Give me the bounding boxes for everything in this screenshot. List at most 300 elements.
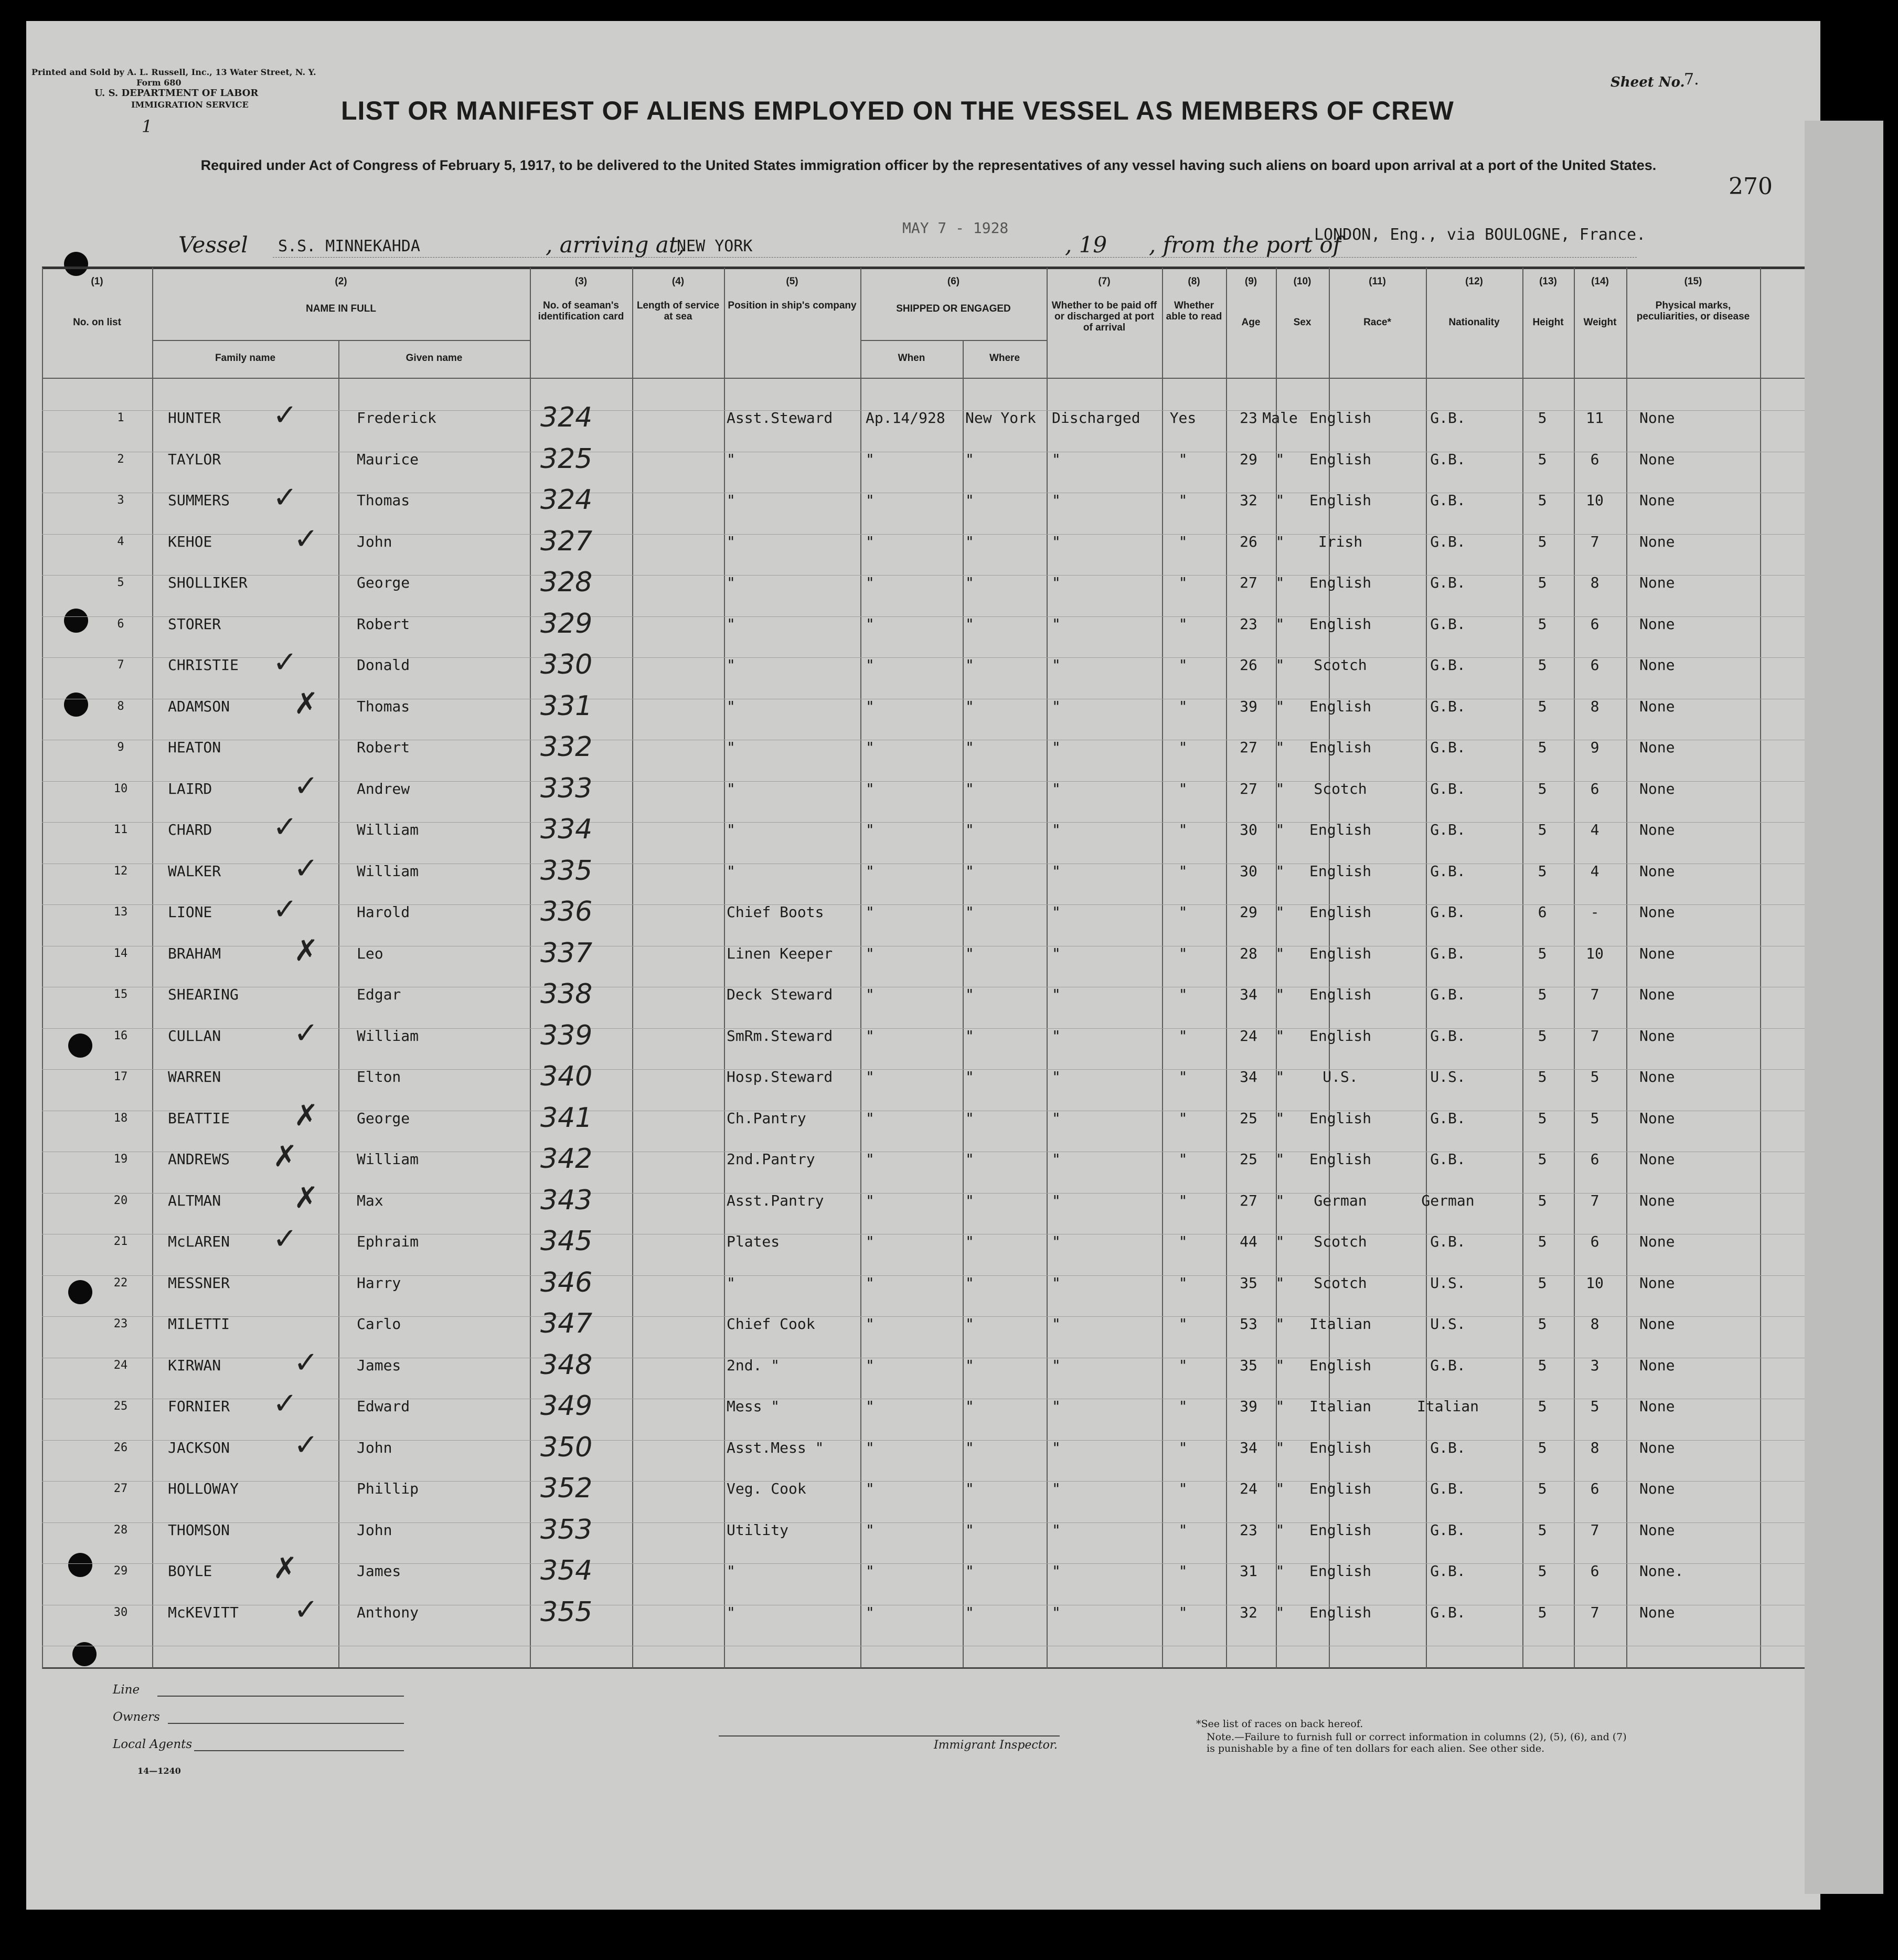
cell-sex: ": [1275, 821, 1285, 838]
cell-card: 331: [540, 690, 593, 722]
cell-race: English: [1309, 1604, 1371, 1621]
cell-read: ": [1178, 1151, 1188, 1168]
cell-paid: ": [1052, 1480, 1061, 1497]
printer-line: Printed and Sold by A. L. Russell, Inc., 13 Water Street, N. Y.: [31, 67, 316, 77]
binder-hole: [64, 252, 88, 276]
cell-where: ": [965, 1233, 974, 1250]
header-bottom-rule: [42, 378, 1805, 379]
cell-family: FORNIER: [168, 1398, 230, 1415]
check-mark: ✓: [294, 522, 318, 556]
cell-paid: ": [1052, 1192, 1061, 1209]
cell-family: SUMMERS: [168, 492, 230, 509]
cell-no: 28: [113, 1524, 128, 1537]
column-header: Whether to be paid off or discharged at port of arrival: [1051, 300, 1157, 333]
cell-given: Edgar: [357, 986, 401, 1003]
cell-position: SmRm.Steward: [727, 1027, 833, 1045]
cell-sex: ": [1275, 1398, 1285, 1415]
cell-where: ": [965, 698, 974, 715]
cell-given: Anthony: [357, 1604, 419, 1621]
cell-no: 27: [113, 1482, 128, 1495]
cell-weight: 7: [1590, 533, 1600, 550]
cell-family: SHEARING: [168, 986, 239, 1003]
cell-no: 19: [113, 1153, 128, 1166]
cell-no: 18: [113, 1112, 128, 1125]
column-divider: [1426, 268, 1427, 1668]
cell-given: Max: [357, 1192, 383, 1209]
form-number: Form 680: [136, 78, 182, 88]
cell-position: Deck Steward: [727, 986, 833, 1003]
cell-position: Linen Keeper: [727, 945, 833, 962]
cell-age: 32: [1240, 1604, 1257, 1621]
cell-family: KEHOE: [168, 533, 212, 550]
cell-nat: G.B.: [1430, 1521, 1466, 1539]
cell-marks: None: [1639, 1480, 1675, 1497]
column-number: (11): [1369, 276, 1386, 287]
cell-race: English: [1309, 1439, 1371, 1456]
cell-family: BOYLE: [168, 1562, 212, 1580]
cell-family: CULLAN: [168, 1027, 221, 1045]
cell-age: 35: [1240, 1357, 1257, 1374]
cell-weight: 8: [1590, 1439, 1600, 1456]
cell-when: Ap.14/928: [866, 409, 945, 427]
cell-sex: ": [1275, 698, 1285, 715]
cell-marks: None: [1639, 409, 1675, 427]
cell-marks: None: [1639, 574, 1675, 591]
cell-no: 3: [117, 494, 124, 507]
cell-sex: ": [1275, 1027, 1285, 1045]
cell-card: 334: [540, 814, 593, 845]
cell-no: 11: [113, 823, 128, 836]
cell-sex: ": [1275, 615, 1285, 633]
cell-family: ADAMSON: [168, 698, 230, 715]
cell-age: 27: [1240, 574, 1257, 591]
cell-height: 5: [1538, 1562, 1547, 1580]
cell-when: ": [866, 698, 875, 715]
column-header: SHIPPED OR ENGAGED: [896, 303, 1011, 314]
binder-hole: [64, 693, 88, 717]
cell-card: 337: [540, 938, 593, 969]
check-mark: ✗: [294, 934, 318, 968]
cell-weight: 4: [1590, 862, 1600, 880]
inspector-signature-line[interactable]: [719, 1735, 1060, 1737]
cell-where: ": [965, 1439, 974, 1456]
cell-nat: Italian: [1416, 1398, 1479, 1415]
cell-weight: 10: [1586, 492, 1604, 509]
column-divider: [632, 268, 633, 1668]
cell-family: ANDREWS: [168, 1151, 230, 1168]
cell-marks: None: [1639, 945, 1675, 962]
cell-card: 348: [540, 1349, 593, 1381]
cell-height: 5: [1538, 1398, 1547, 1415]
cell-age: 35: [1240, 1274, 1257, 1292]
page-subtitle: Required under Act of Congress of February 5, 1917, to be delivered to the United States immigration officer by the representatives of any vessel having such aliens on board upon arrival at a port of the United States.: [200, 157, 1657, 173]
sheet-number: 7.: [1684, 70, 1699, 89]
cell-given: Thomas: [357, 492, 410, 509]
cell-read: Yes: [1169, 409, 1197, 427]
cell-height: 5: [1538, 1233, 1547, 1250]
date-stamp: MAY 7 - 1928: [902, 219, 1009, 237]
cell-age: 29: [1240, 903, 1257, 921]
cell-when: ": [866, 1068, 875, 1085]
cell-marks: None: [1639, 862, 1675, 880]
cell-position: ": [727, 1604, 735, 1621]
cell-race: English: [1309, 1027, 1371, 1045]
cell-read: ": [1178, 533, 1188, 550]
cell-given: Harold: [357, 903, 410, 921]
column-header: Sex: [1293, 317, 1311, 328]
cell-read: ": [1178, 1521, 1188, 1539]
cell-marks: None: [1639, 1357, 1675, 1374]
cell-nat: G.B.: [1430, 615, 1466, 633]
cell-no: 1: [117, 411, 124, 424]
cell-height: 5: [1538, 409, 1547, 427]
cell-race: English: [1309, 821, 1371, 838]
cell-nat: G.B.: [1430, 780, 1466, 797]
cell-where: ": [965, 1480, 974, 1497]
cell-weight: 6: [1590, 451, 1600, 468]
sheet-label: Sheet No.: [1611, 74, 1685, 90]
cell-race: English: [1309, 903, 1371, 921]
column-divider: [724, 268, 725, 1668]
cell-position: ": [727, 615, 735, 633]
cell-nat: U.S.: [1430, 1274, 1466, 1292]
cell-weight: 10: [1586, 1274, 1604, 1292]
cell-marks: None: [1639, 1604, 1675, 1621]
cell-where: ": [965, 533, 974, 550]
cell-card: 327: [540, 526, 593, 557]
cell-when: ": [866, 533, 875, 550]
cell-position: Plates: [727, 1233, 780, 1250]
cell-position: Chief Cook: [727, 1315, 815, 1333]
cell-paid: ": [1052, 533, 1061, 550]
cell-given: Edward: [357, 1398, 410, 1415]
corner-mark: 1: [142, 116, 153, 136]
cell-position: ": [727, 862, 735, 880]
cell-height: 5: [1538, 1068, 1547, 1085]
cell-given: William: [357, 1151, 419, 1168]
cell-age: 27: [1240, 780, 1257, 797]
cell-no: 24: [113, 1359, 128, 1372]
column-header: Position in ship's company: [728, 300, 857, 311]
cell-when: ": [866, 1110, 875, 1127]
cell-race: English: [1309, 862, 1371, 880]
cell-where: ": [965, 1398, 974, 1415]
cell-where: ": [965, 492, 974, 509]
cell-age: 27: [1240, 1192, 1257, 1209]
cell-no: 9: [117, 741, 124, 754]
cell-when: ": [866, 945, 875, 962]
cell-no: 14: [113, 947, 128, 960]
cell-race: Italian: [1309, 1315, 1371, 1333]
cell-age: 24: [1240, 1027, 1257, 1045]
cell-read: ": [1178, 903, 1188, 921]
cell-height: 5: [1538, 821, 1547, 838]
cell-marks: None: [1639, 656, 1675, 674]
underlying-page-edge: [1805, 121, 1883, 1894]
cell-card: 353: [540, 1514, 593, 1546]
cell-race: Scotch: [1314, 1274, 1367, 1292]
cell-card: 329: [540, 608, 593, 640]
cell-nat: G.B.: [1430, 945, 1466, 962]
cell-marks: None: [1639, 492, 1675, 509]
cell-nat: G.B.: [1430, 903, 1466, 921]
check-mark: ✗: [273, 1139, 297, 1174]
cell-height: 5: [1538, 1604, 1547, 1621]
cell-card: 335: [540, 855, 593, 887]
cell-weight: 8: [1590, 698, 1600, 715]
cell-nat: G.B.: [1430, 1027, 1466, 1045]
cell-given: William: [357, 821, 419, 838]
cell-weight: 6: [1590, 615, 1600, 633]
table-top-rule: [42, 267, 1805, 269]
cell-weight: 10: [1586, 945, 1604, 962]
cell-weight: 7: [1590, 1521, 1600, 1539]
cell-card: 333: [540, 773, 593, 804]
cell-nat: G.B.: [1430, 986, 1466, 1003]
cell-card: 352: [540, 1473, 593, 1504]
cell-read: ": [1178, 1110, 1188, 1127]
cell-position: ": [727, 656, 735, 674]
owners-field[interactable]: [168, 1723, 404, 1724]
cell-sex: ": [1275, 1315, 1285, 1333]
cell-nat: G.B.: [1430, 451, 1466, 468]
cell-where: ": [965, 656, 974, 674]
cell-paid: ": [1052, 451, 1061, 468]
line-field[interactable]: [157, 1696, 404, 1697]
binder-hole: [68, 1280, 92, 1304]
column-header: NAME IN FULL: [305, 303, 377, 314]
cell-read: ": [1178, 945, 1188, 962]
cell-height: 5: [1538, 945, 1547, 962]
service-name: IMMIGRATION SERVICE: [131, 100, 249, 110]
cell-family: McKEVITT: [168, 1604, 239, 1621]
cell-read: ": [1178, 451, 1188, 468]
column-divider: [152, 268, 153, 1668]
cell-race: Italian: [1309, 1398, 1371, 1415]
cell-weight: 5: [1590, 1068, 1600, 1085]
cell-given: Andrew: [357, 780, 410, 797]
cell-card: 338: [540, 978, 593, 1010]
cell-nat: G.B.: [1430, 1357, 1466, 1374]
binder-hole: [68, 1553, 92, 1577]
cell-paid: ": [1052, 862, 1061, 880]
column-header: No. on list: [73, 317, 121, 328]
cell-marks: None: [1639, 986, 1675, 1003]
cell-when: ": [866, 1439, 875, 1456]
cell-race: Scotch: [1314, 780, 1367, 797]
cell-read: ": [1178, 1480, 1188, 1497]
cell-weight: 8: [1590, 1315, 1600, 1333]
department-name: U. S. DEPARTMENT OF LABOR: [94, 88, 259, 99]
cell-read: ": [1178, 1439, 1188, 1456]
cell-given: George: [357, 1110, 410, 1127]
cell-age: 26: [1240, 656, 1257, 674]
column-divider: [1522, 268, 1523, 1668]
cell-age: 34: [1240, 1068, 1257, 1085]
cell-sex: ": [1275, 1233, 1285, 1250]
cell-marks: None: [1639, 1521, 1675, 1539]
cell-weight: 6: [1590, 1480, 1600, 1497]
cell-read: ": [1178, 1357, 1188, 1374]
cell-where: New York: [965, 409, 1036, 427]
column-subheader: When: [898, 353, 925, 364]
cell-height: 5: [1538, 656, 1547, 674]
cell-when: ": [866, 1315, 875, 1333]
check-mark: ✓: [273, 398, 297, 432]
cell-family: CHRISTIE: [168, 656, 239, 674]
cell-paid: ": [1052, 780, 1061, 797]
from-port-label: , from the port of: [1149, 232, 1341, 258]
cell-position: ": [727, 739, 735, 756]
cell-card: 328: [540, 567, 593, 598]
cell-nat: U.S.: [1430, 1315, 1466, 1333]
cell-card: 341: [540, 1102, 593, 1134]
cell-no: 7: [117, 658, 124, 672]
cell-age: 30: [1240, 821, 1257, 838]
cell-marks: None: [1639, 903, 1675, 921]
cell-sex: ": [1275, 945, 1285, 962]
cell-weight: 4: [1590, 821, 1600, 838]
cell-given: Leo: [357, 945, 383, 962]
cell-sex: ": [1275, 1604, 1285, 1621]
cell-position: ": [727, 698, 735, 715]
name-split-rule: [152, 340, 530, 341]
cell-given: Phillip: [357, 1480, 419, 1497]
cell-where: ": [965, 1110, 974, 1127]
cell-where: ": [965, 986, 974, 1003]
cell-family: SHOLLIKER: [168, 574, 248, 591]
cell-when: ": [866, 1604, 875, 1621]
cell-weight: 6: [1590, 656, 1600, 674]
cell-paid: ": [1052, 1562, 1061, 1580]
cell-given: William: [357, 862, 419, 880]
cell-height: 5: [1538, 574, 1547, 591]
cell-height: 5: [1538, 1315, 1547, 1333]
cell-sex: ": [1275, 1521, 1285, 1539]
column-number: (15): [1684, 276, 1702, 287]
cell-when: ": [866, 615, 875, 633]
cell-when: ": [866, 451, 875, 468]
cell-when: ": [866, 1192, 875, 1209]
check-mark: ✓: [294, 851, 318, 886]
cell-given: Carlo: [357, 1315, 401, 1333]
cell-where: ": [965, 1274, 974, 1292]
cell-sex: ": [1275, 1562, 1285, 1580]
cell-card: 339: [540, 1020, 593, 1051]
cell-age: 26: [1240, 533, 1257, 550]
vessel-label: Vessel: [178, 232, 248, 258]
cell-where: ": [965, 1192, 974, 1209]
cell-read: ": [1178, 739, 1188, 756]
cell-paid: ": [1052, 1398, 1061, 1415]
cell-nat: G.B.: [1430, 1110, 1466, 1127]
cell-paid: ": [1052, 492, 1061, 509]
cell-race: U.S.: [1323, 1068, 1358, 1085]
cell-given: John: [357, 1439, 392, 1456]
cell-age: 32: [1240, 492, 1257, 509]
cell-age: 53: [1240, 1315, 1257, 1333]
cell-position: 2nd.Pantry: [727, 1151, 815, 1168]
cell-position: ": [727, 574, 735, 591]
cell-read: ": [1178, 656, 1188, 674]
cell-height: 5: [1538, 533, 1547, 550]
column-divider: [860, 268, 861, 1668]
cell-read: ": [1178, 492, 1188, 509]
cell-family: BRAHAM: [168, 945, 221, 962]
column-divider: [1162, 268, 1163, 1668]
arriving-port: NEW YORK: [677, 237, 753, 255]
cell-position: ": [727, 1274, 735, 1292]
cell-where: ": [965, 1151, 974, 1168]
cell-marks: None: [1639, 451, 1675, 468]
cell-paid: ": [1052, 945, 1061, 962]
cell-when: ": [866, 986, 875, 1003]
cell-height: 5: [1538, 1274, 1547, 1292]
cell-where: ": [965, 1357, 974, 1374]
cell-weight: 6: [1590, 780, 1600, 797]
column-divider: [1276, 268, 1277, 1668]
cell-read: ": [1178, 1068, 1188, 1085]
cell-weight: -: [1590, 903, 1600, 921]
cell-nat: G.B.: [1430, 1562, 1466, 1580]
cell-nat: G.B.: [1430, 1151, 1466, 1168]
cell-card: 324: [540, 402, 593, 433]
cell-marks: None: [1639, 698, 1675, 715]
cell-nat: G.B.: [1430, 1604, 1466, 1621]
column-number: (14): [1591, 276, 1609, 287]
cell-sex: ": [1275, 492, 1285, 509]
cell-where: ": [965, 862, 974, 880]
cell-age: 39: [1240, 698, 1257, 715]
cell-paid: ": [1052, 1439, 1061, 1456]
check-mark: ✓: [294, 1428, 318, 1462]
cell-card: 354: [540, 1555, 593, 1586]
cell-card: 347: [540, 1308, 593, 1339]
cell-card: 332: [540, 731, 593, 763]
cell-no: 15: [113, 988, 128, 1001]
cell-when: ": [866, 492, 875, 509]
cell-read: ": [1178, 1233, 1188, 1250]
cell-weight: 7: [1590, 986, 1600, 1003]
cell-sex: ": [1275, 1192, 1285, 1209]
cell-nat: G.B.: [1430, 409, 1466, 427]
cell-paid: ": [1052, 698, 1061, 715]
cell-when: ": [866, 1562, 875, 1580]
local-agents-field[interactable]: [194, 1750, 404, 1751]
binder-hole: [64, 609, 88, 633]
cell-marks: None: [1639, 780, 1675, 797]
cell-when: ": [866, 780, 875, 797]
cell-paid: ": [1052, 739, 1061, 756]
cell-given: Elton: [357, 1068, 401, 1085]
cell-marks: None: [1639, 1233, 1675, 1250]
cell-given: Frederick: [357, 409, 436, 427]
cell-where: ": [965, 739, 974, 756]
cell-position: Chief Boots: [727, 903, 824, 921]
cell-paid: ": [1052, 574, 1061, 591]
cell-height: 5: [1538, 698, 1547, 715]
cell-position: ": [727, 821, 735, 838]
column-number: (6): [947, 276, 960, 287]
cell-read: ": [1178, 862, 1188, 880]
column-number: (1): [91, 276, 103, 287]
cell-position: Asst.Mess ": [727, 1439, 824, 1456]
cell-card: 349: [540, 1390, 593, 1422]
cell-weight: 3: [1590, 1357, 1600, 1374]
cell-card: 346: [540, 1267, 593, 1298]
binder-hole: [68, 1034, 92, 1058]
cell-height: 5: [1538, 1110, 1547, 1127]
